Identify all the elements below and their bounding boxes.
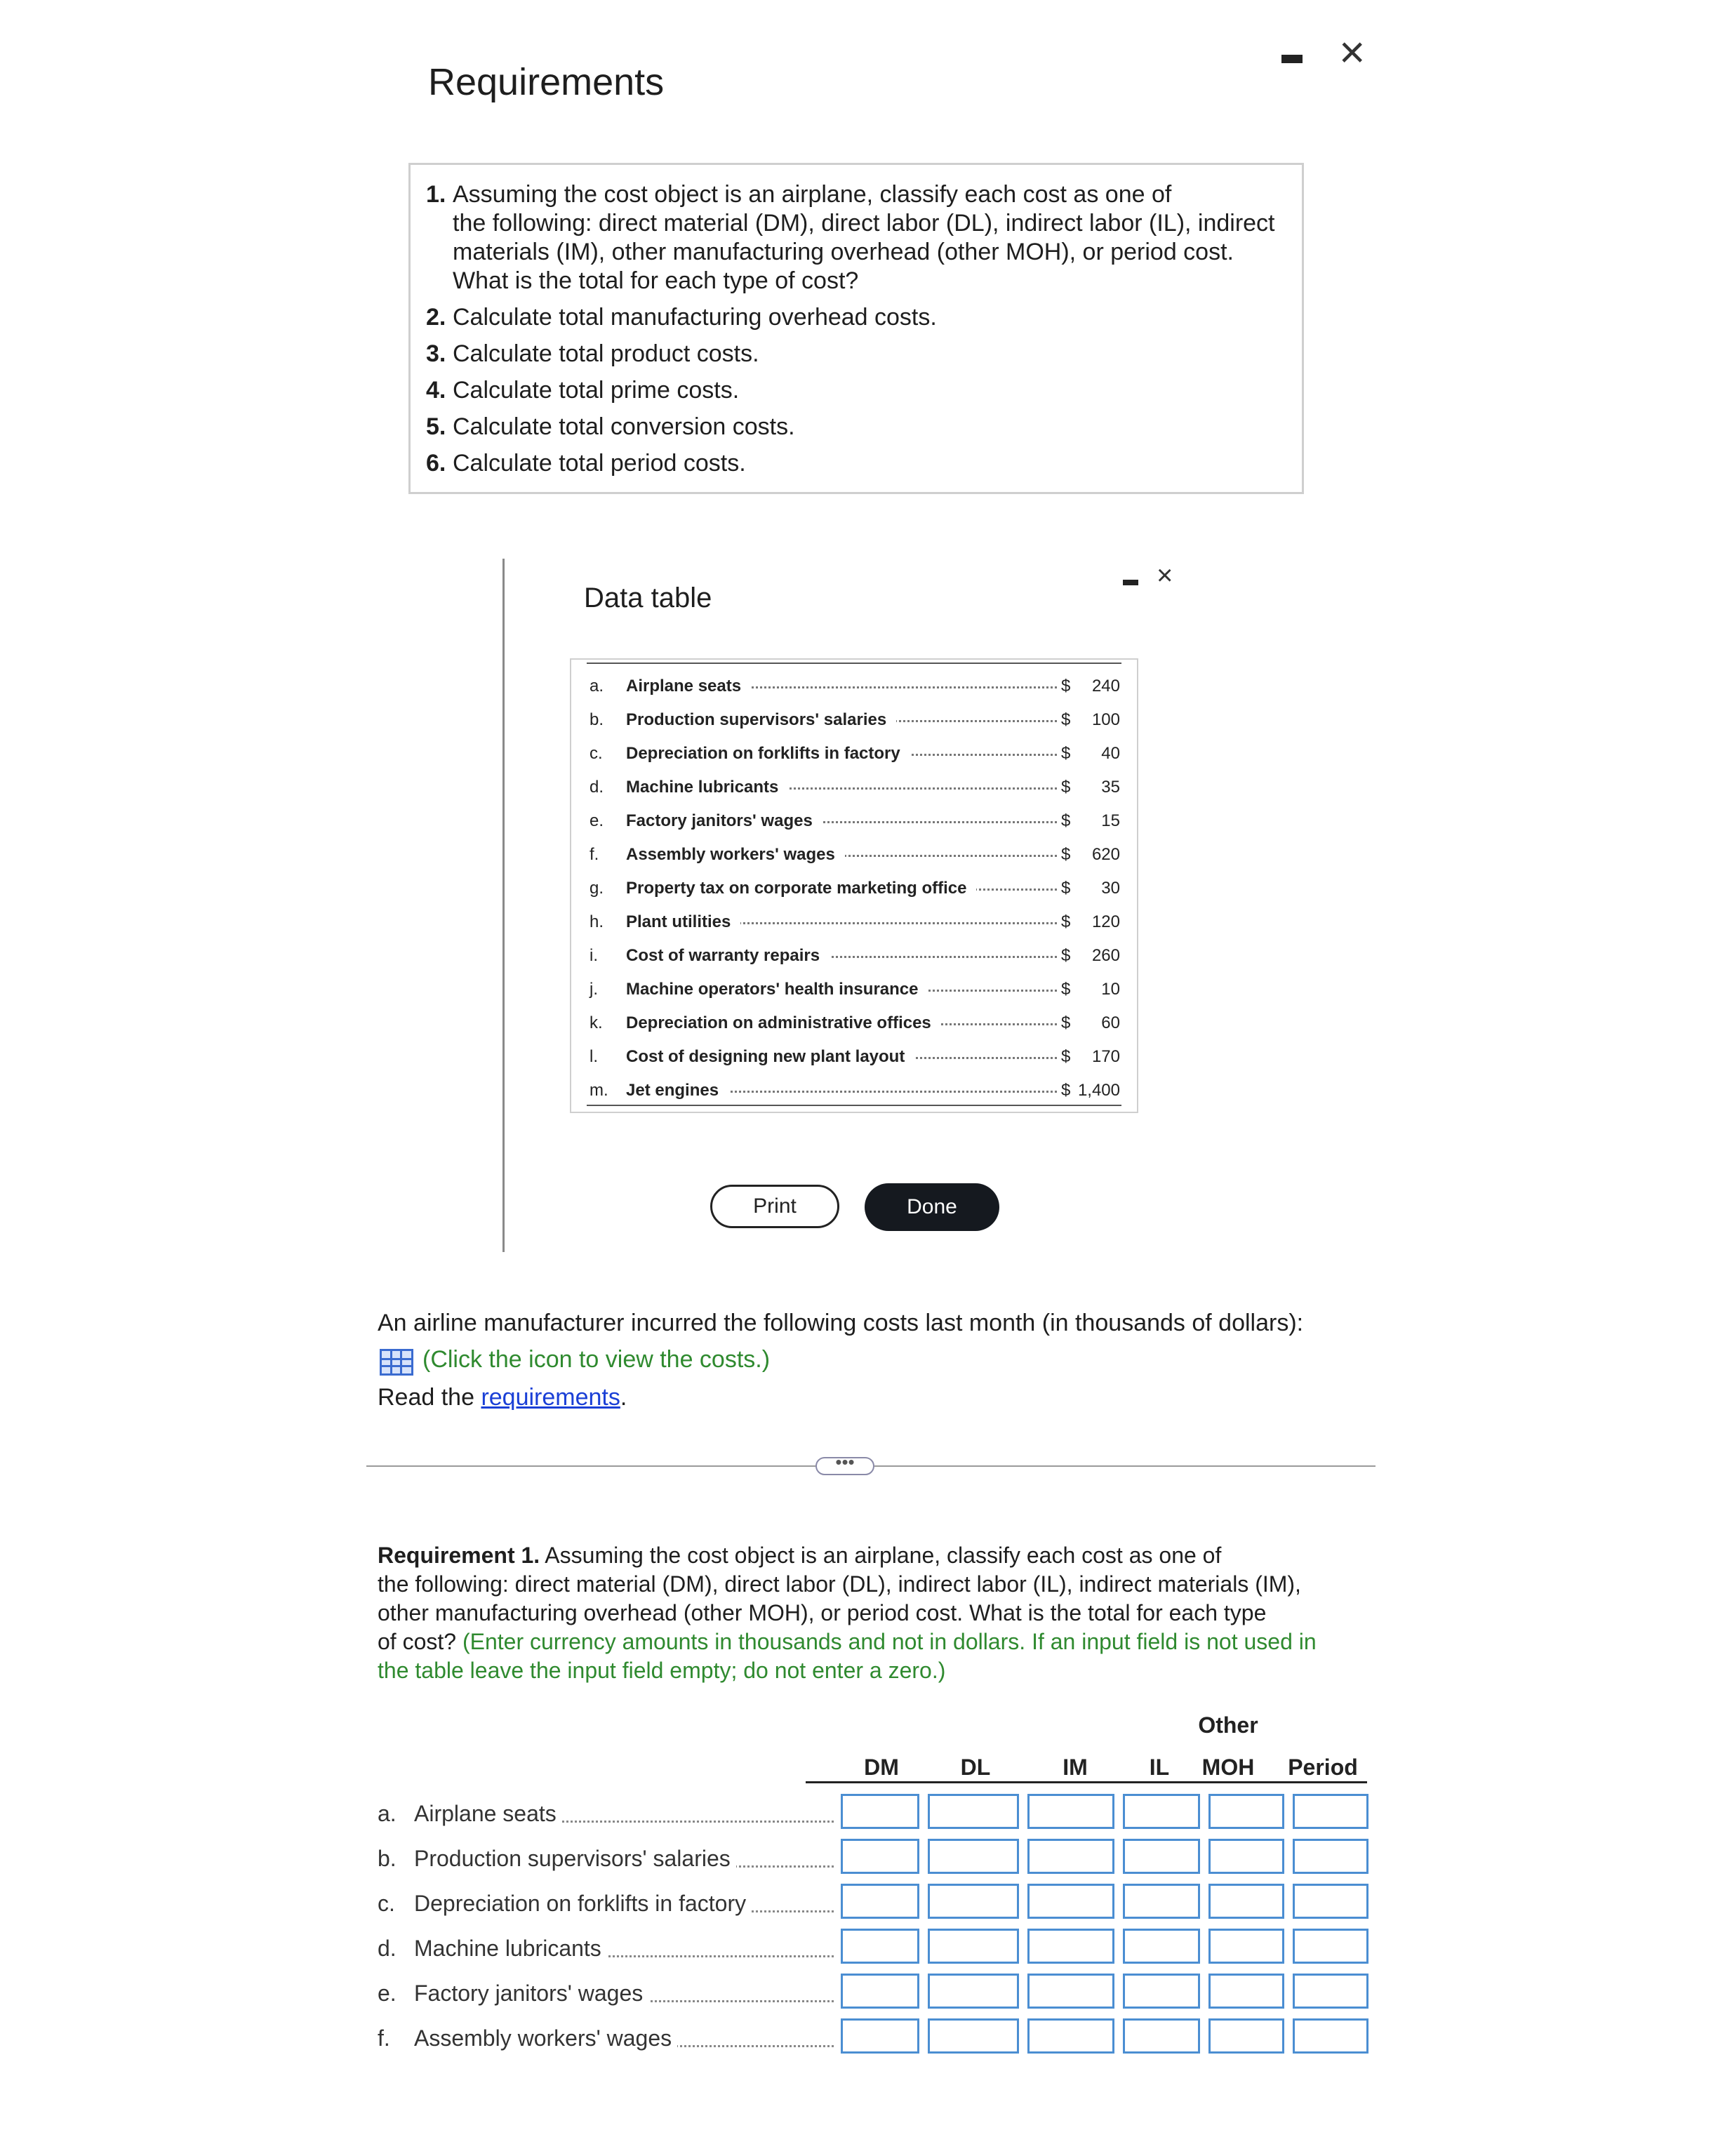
row-value: 120 [1091,912,1120,931]
section-divider [366,1465,815,1467]
dl-input[interactable] [928,1839,1019,1874]
section-divider [874,1465,1376,1467]
row-label: Production supervisors' salaries [626,710,896,730]
im-input[interactable] [1027,1974,1114,2009]
minimize-icon[interactable] [1281,55,1303,63]
data-row [587,698,1120,731]
il-input[interactable] [1123,2018,1200,2054]
requirement-text: Calculate total manufacturing overhead costs. [453,304,937,331]
row-letter: g. [590,879,604,898]
requirement-text: Calculate total conversion costs. [453,413,795,440]
read-suffix: . [620,1384,627,1411]
row-letter: e. [590,811,604,830]
requirement-number: 1. [426,181,446,208]
other-moh-input[interactable] [1208,1794,1284,1829]
answer-row [378,1884,1374,1922]
column-header-dl: DL [960,1755,991,1780]
row-value: 15 [1101,811,1120,830]
data-row [587,1068,1120,1102]
answer-row-letter: f. [378,2025,390,2051]
row-label: Depreciation on forklifts in factory [626,744,910,764]
requirement-1-instruction: (Enter currency amounts in thousands and not in dollars. If an input field is not used in the table leave the input field empty; do not enter a zero.) [378,1629,1317,1683]
data-row [587,1034,1120,1068]
other-moh-input[interactable] [1208,2018,1284,2054]
row-letter: m. [590,1081,608,1100]
im-input[interactable] [1027,1929,1114,1964]
answer-row-letter: c. [378,1891,395,1916]
header-rule [806,1781,1367,1783]
dm-input[interactable] [841,1839,919,1874]
answer-row-label [378,1846,736,1872]
data-table-icon[interactable] [380,1349,413,1376]
data-row [587,799,1120,832]
period-input[interactable] [1293,1974,1368,2009]
row-letter: h. [590,912,604,931]
data-table [587,664,1120,1102]
answer-row-text: Factory janitors' wages [414,1981,644,2006]
data-row [587,731,1120,765]
row-value: 240 [1091,677,1120,696]
im-input[interactable] [1027,2018,1114,2054]
read-requirements [378,1384,627,1411]
dl-input[interactable] [928,1794,1019,1829]
row-label: Property tax on corporate marketing office [626,879,976,898]
currency-symbol: $ [1061,946,1071,965]
requirement-text: Assuming the cost object is an airplane, classify each cost as one of the following: direct material (DM), direct labor (DL), indirect labor (IL), indirect materials (IM), other manufacturing overhead (other MOH), or period cost. What is the total for each type of cost? [453,181,1275,294]
dm-input[interactable] [841,1794,919,1829]
currency-symbol: $ [1061,1081,1071,1100]
requirements-title: Requirements [428,61,665,103]
requirement-item [426,413,1286,441]
requirement-1-prompt [378,1541,1360,1685]
close-icon[interactable]: × [1157,560,1173,591]
print-button[interactable]: Print [710,1185,839,1228]
row-value: 620 [1091,845,1120,864]
data-row [587,900,1120,933]
period-input[interactable] [1293,1839,1368,1874]
requirement-1-heading: Requirement 1. [378,1543,540,1568]
row-value: 170 [1091,1047,1120,1066]
popup-divider [502,559,505,1252]
row-label: Cost of designing new plant layout [626,1047,914,1067]
row-value: 40 [1101,744,1120,763]
il-input[interactable] [1123,1839,1200,1874]
il-input[interactable] [1123,1884,1200,1919]
other-moh-input[interactable] [1208,1974,1284,2009]
requirement-text: Calculate total prime costs. [453,377,740,404]
other-moh-input[interactable] [1208,1884,1284,1919]
currency-symbol: $ [1061,778,1071,797]
table-bottom-rule [587,1105,1121,1106]
row-letter: b. [590,710,604,729]
dm-input[interactable] [841,1929,919,1964]
data-row [587,1001,1120,1034]
answer-row-label [378,1891,752,1917]
currency-symbol: $ [1061,912,1071,931]
dl-input[interactable] [928,1884,1019,1919]
requirement-1-body: Assuming the cost object is an airplane, classify each cost as one of the following: direct material (DM), direct labor (DL), indirect labor (IL), indirect materials (IM), other manufacturing overhead (other MOH), or period cost. What is the total for each type of cost? [378,1543,1301,1654]
row-value: 60 [1101,1013,1120,1032]
minimize-icon[interactable] [1123,580,1138,585]
dm-input[interactable] [841,1884,919,1919]
dl-input[interactable] [928,1929,1019,1964]
period-input[interactable] [1293,1884,1368,1919]
currency-symbol: $ [1061,879,1071,898]
requirement-item [426,340,1286,368]
row-label: Depreciation on administrative offices [626,1013,941,1033]
column-header-dm: DM [864,1755,899,1780]
row-letter: f. [590,845,599,864]
row-label: Jet engines [626,1081,728,1100]
answer-row-text: Depreciation on forklifts in factory [414,1891,747,1916]
dl-input[interactable] [928,1974,1019,2009]
currency-symbol: $ [1061,744,1071,763]
answer-row-label [378,2025,677,2051]
requirement-text: Calculate total period costs. [453,450,746,477]
read-prefix: Read the [378,1384,481,1411]
row-label: Cost of warranty repairs [626,946,830,966]
requirement-text: Calculate total product costs. [453,340,759,367]
row-letter: k. [590,1013,603,1032]
currency-symbol: $ [1061,1047,1071,1066]
data-row [587,967,1120,1001]
answer-row-label [378,1801,562,1827]
data-row [587,866,1120,900]
data-row [587,664,1120,698]
row-label: Machine lubricants [626,778,788,797]
currency-symbol: $ [1061,811,1071,830]
column-header-other: Other [1198,1712,1258,1738]
expand-button[interactable]: ••• [815,1457,874,1475]
period-input[interactable] [1293,1794,1368,1829]
row-label: Airplane seats [626,677,751,696]
answer-row-text: Assembly workers' wages [414,2025,672,2051]
answer-row-label [378,1936,607,1962]
dl-input[interactable] [928,2018,1019,2054]
row-label: Assembly workers' wages [626,845,845,865]
row-label: Machine operators' health insurance [626,980,928,999]
problem-intro: An airline manufacturer incurred the following costs last month (in thousands of dollars): [378,1310,1304,1336]
done-button[interactable]: Done [865,1183,999,1231]
requirement-item [426,180,1286,295]
answer-row-text: Production supervisors' salaries [414,1846,731,1871]
currency-symbol: $ [1061,980,1071,999]
answer-row-letter: a. [378,1801,397,1826]
close-icon[interactable]: × [1339,27,1366,77]
currency-symbol: $ [1061,710,1071,729]
answer-row-letter: e. [378,1981,397,2006]
il-input[interactable] [1123,1794,1200,1829]
requirements-list [408,163,1304,494]
period-input[interactable] [1293,1929,1368,1964]
column-header-moh: MOH [1201,1755,1255,1780]
answer-row [378,1974,1374,2011]
view-costs-link[interactable]: (Click the icon to view the costs.) [422,1346,771,1373]
dm-input[interactable] [841,2018,919,2054]
row-letter: j. [590,980,598,999]
period-input[interactable] [1293,2018,1368,2054]
requirement-number: 2. [426,304,446,331]
requirement-number: 6. [426,450,446,477]
requirement-number: 4. [426,377,446,404]
data-row [587,832,1120,866]
row-value: 10 [1101,980,1120,999]
row-letter: i. [590,946,598,965]
requirement-number: 3. [426,340,446,367]
currency-symbol: $ [1061,1013,1071,1032]
requirement-item [426,376,1286,405]
row-label: Plant utilities [626,912,740,932]
row-value: 1,400 [1077,1081,1120,1100]
column-header-im: IM [1063,1755,1088,1780]
im-input[interactable] [1027,1884,1114,1919]
data-table-title: Data table [584,583,712,613]
row-letter: c. [590,744,603,763]
row-value: 30 [1101,879,1120,898]
answer-row-label [378,1981,648,2007]
row-value: 260 [1091,946,1120,965]
answer-row [378,1839,1374,1877]
im-input[interactable] [1027,1794,1114,1829]
other-moh-input[interactable] [1208,1839,1284,1874]
row-letter: d. [590,778,604,797]
column-header-period: Period [1288,1755,1358,1780]
im-input[interactable] [1027,1839,1114,1874]
answer-row-letter: d. [378,1936,397,1961]
currency-symbol: $ [1061,845,1071,864]
requirement-item [426,303,1286,332]
dm-input[interactable] [841,1974,919,2009]
row-value: 100 [1091,710,1120,729]
row-label: Factory janitors' wages [626,811,822,831]
row-letter: a. [590,677,604,696]
row-value: 35 [1101,778,1120,797]
column-header-il: IL [1149,1755,1170,1780]
answer-row [378,1929,1374,1967]
answer-row-text: Machine lubricants [414,1936,601,1961]
answer-row [378,1794,1374,1832]
il-input[interactable] [1123,1929,1200,1964]
answer-row [378,2018,1374,2056]
requirement-item [426,449,1286,478]
answer-row-text: Airplane seats [414,1801,557,1826]
data-row [587,933,1120,967]
data-row [587,765,1120,799]
requirements-link[interactable]: requirements [481,1384,620,1411]
currency-symbol: $ [1061,677,1071,696]
other-moh-input[interactable] [1208,1929,1284,1964]
answer-row-letter: b. [378,1846,397,1871]
requirement-number: 5. [426,413,446,440]
il-input[interactable] [1123,1974,1200,2009]
row-letter: l. [590,1047,598,1066]
